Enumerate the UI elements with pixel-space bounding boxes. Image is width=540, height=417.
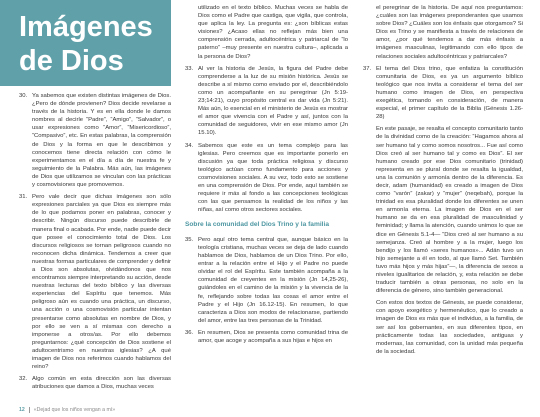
text-column-3 — [363, 4, 523, 404]
running-title: «Dejad que los niños vengan a mí» — [33, 407, 116, 413]
page-title-line-2: de Dios — [19, 45, 124, 77]
title-banner — [0, 0, 171, 86]
paragraph-34 — [185, 142, 348, 215]
paragraph-number: 35. — [185, 236, 194, 243]
paragraph-31 — [19, 193, 171, 371]
footer-divider — [29, 407, 30, 413]
paragraph-text: Pero vale decir que dichas imágenes son sólo expresiones parciales ya que Dios es siempre más de lo que podamos poner en palabras, conocer y describir. Ningún discurso puede describirle de manera final o acabada. Por ende, nadie puede decir que posee el conocimiento total de Dios. Los discursos religiosos se tornan peligrosos cuando no reconocen dicha dinámica. Tendemos a creer que nuestras formas particulares de comprender y definir a Dios son absolutas, olvidándonos que nos encontramos siempre interpretando su acción, desde nuestras lecturas del texto bíblico y las diversas experiencias del Espíritu que tenemos. Más peligroso aún es cuando una práctica, un discurso, una acción o una cosmovisión particular intentan presentarse como absolutas en nombre de Dios, y por ello se ven a sí mismas con derecho a imponerse a otros/as. Por ello debemos preguntarnos: ¿qué concepción de Dios sostiene el adultocentrismo en nuestras iglesias? ¿A qué imagen de Dios nos referimos cuando hablamos del reino? — [32, 194, 171, 371]
paragraph-number: 31. — [19, 194, 28, 201]
paragraph-text: Con estos dos textos de Génesis, se puede considerar, con apoyo exegético y hermenéutico, que lo creado a imagen de Dios es más que el individuo, a la familia, de ser así los gobernantes, en sus diferentes tipos, en prácticamente todas las sociedades, antiguas y modernas, las comunidad, con la unidad más pequeña de la sociedad. — [376, 300, 523, 355]
paragraph-text: Ya sabemos que existen distintas imágenes de Dios. ¿Pero de dónde provienen? Dios decide revelarse a través de la historia. Y es en ella donde le damos nombres al decirle “Padre”, “Amigo”, “Salvador”, o usar expresiones como “Amor”, “Misericordioso”, “Compasivo”, etc. En estas palabras, la comprensión de Dios y la forma en que le describimos y conocemos tiene directa relación con cómo le experimentamos en el día a día de nuestra fe y seguimiento de la Palabra. Más aún, las imágenes de Dios que utilizamos se vinculan con las prácticas y cosmovisiones que promovemos. — [32, 93, 171, 189]
paragraph-number: 34. — [185, 142, 194, 149]
paragraph-37 — [363, 65, 523, 122]
paragraph-32-continuation — [185, 4, 348, 61]
paragraph-36-continuation — [363, 4, 523, 61]
paragraph-text: En resumen, Dios se presenta como comunidad trina de amor, que acoge y acompaña a sus hijas e hijos en — [198, 329, 348, 344]
paragraph-text: Al ver la historia de Jesús, la figura del Padre debe comprenderse a la luz de su misión histórica. Jesús se describe a sí mismo como enviado por el, describiéndolo como un acompañante en su peregrinar (Jn 5:19-23;14:21), cuyo propósito central es dar vida (Jn 5:21). Más aún, lo esencial en el ministerio de Jesús es mostrar el amor que vivencia con el Padre y así, juntos con la comunidad de seguidores, vivir en ese mismo amor (Jn 15.10). — [198, 65, 348, 137]
text-column-2 — [185, 4, 348, 404]
paragraph-32 — [19, 375, 171, 391]
text-column-1 — [19, 92, 171, 404]
paragraph-text: utilizado en el texto bíblico. Muchas veces se habla de Dios como el Padre que castiga, que vigila, que controla, que aplica la ley. La pregunta es: ¿son bíblicas estas visiones? ¿Acaso ellas no reflejan más bien una comprensión cerrada, adultocéntrica y patriarcal de “lo paterno” –muy presente en nuestra cultura–, aplicada a la persona de Dios? — [198, 5, 348, 60]
paragraph-30 — [19, 92, 171, 189]
paragraph-number: 36. — [185, 329, 194, 336]
paragraph-text: El tema del Dios trino, que enfatiza la constitución comunitaria de Dios, es ya un argumento bíblico teológico que nos invita a considerar el tema del ser humano como imagen de Dios, en perspectiva exegética, tomando en consideración, de manera especial, el primer capítulo de la Biblia (Génesis 1.26-28) — [376, 65, 523, 121]
section-heading: Sobre la comunidad del Dios Trino y la familia — [185, 221, 329, 229]
paragraph-text: Sabemos que este es un tema complejo para las iglesias. Pero creemos que es importante ponerlo en discusión ya que toda práctica religiosa y discurso teológico actúan como fundamento para acciones y cosmovisiones sociales. A su vez, todo esto se sostiene en una comprensión de Dios. Por ende, aquí también se requiere ir más al fondo a las concepciones teológicas con las que pensamos la realidad de los niños y las niñas, así como otros sectores sociales. — [198, 142, 348, 214]
paragraph-genesis-passage — [363, 125, 523, 295]
paragraph-number: 37. — [363, 65, 372, 72]
paragraph-number: 33. — [185, 65, 194, 72]
page-number: 12 — [19, 407, 25, 413]
paragraph-text: Algo común en esta dirección son las diversas atribuciones que damos a Dios, muchas veces — [32, 376, 171, 391]
paragraph-genesis-conclusion — [363, 299, 523, 356]
paragraph-number: 32. — [19, 376, 28, 383]
paragraph-35 — [185, 236, 348, 325]
paragraph-text: el peregrinar de la historia. De aquí nos preguntamos: ¿cuáles son las imágenes preponderantes que usamos sobre Dios? ¿Cuáles son los énfasis que otorgamos? Si Dios es Trino y se manifiesta a través de relaciones de amor, ¿por qué tendemos a dar más énfasis a imágenes masculinas, legitimando con ello tipos de relaciones sociales adultocéntricas y patriarcales? — [376, 5, 523, 60]
page-title-line-1: Imágenes — [19, 11, 153, 43]
page-footer — [19, 406, 115, 414]
paragraph-36 — [185, 329, 348, 345]
paragraph-33 — [185, 65, 348, 138]
paragraph-number: 30. — [19, 93, 28, 99]
paragraph-text: En este pasaje, se resalta el concepto comunitario tanto de la divinidad como de la creación: “Hagamos ahora al ser humano tal y como somos nosotros... Fue así como Dios creó al ser humano tal y como es Dios”. El ser humano creado por ese Dios comunitario (trinidad) representa en se plural donde se resalta la igualdad, una la comunión y armonía dentro de la diferencia. Es decir, adam (humanidad) es creado a imagen de Dios como “varón” (zakar) y “mujer” (neqebah), porque la trinidad es esa pluralidad donde los diferentes se unen en armonía eterna. La imagen de Dios en el ser humano se da en esa pluralidad de masculinidad y feminidad; y llama la atención, cuando unimos lo que se dice en Génesis 5.1-4— “Dios creó al ser humano a su semejanza. Creó al hombre y a la mujer, luego los bendijo y los llamó «seres humanos»... Adán tuvo un hijo semejante a él en todo, al que llamó Set. También tuvo más hijos y más hijas”—, la diferencia de sexos a niveles igualitarios de relación, y, esta relación se debe traducir también a otras personas, no solo en la diferencia de género, sino también generacional. — [376, 126, 523, 295]
paragraph-text: Pero aquí otro tema central que, aunque básico en la teología cristiana, muchas veces se deja de lado cuando hablamos de Dios, hablamos de un Dios Trino. Por ello, entrar a la relación entre el Hijo y el Padre no puede olvidar el rol del Espíritu. Este también acompaña a la comunidad de creyentes en la misión (Jn 14,25-26), guiándoles en el camino de la misión y la vivencia de la fe, reflejando sobre todas las cosas el amor entre el Padre y el Hijo (Jn 16.12-15). En resumen, lo que caracteriza a Dios son modos de relacionarse, partiendo del amor, entre las tres personas de la Trinidad. — [198, 236, 348, 324]
